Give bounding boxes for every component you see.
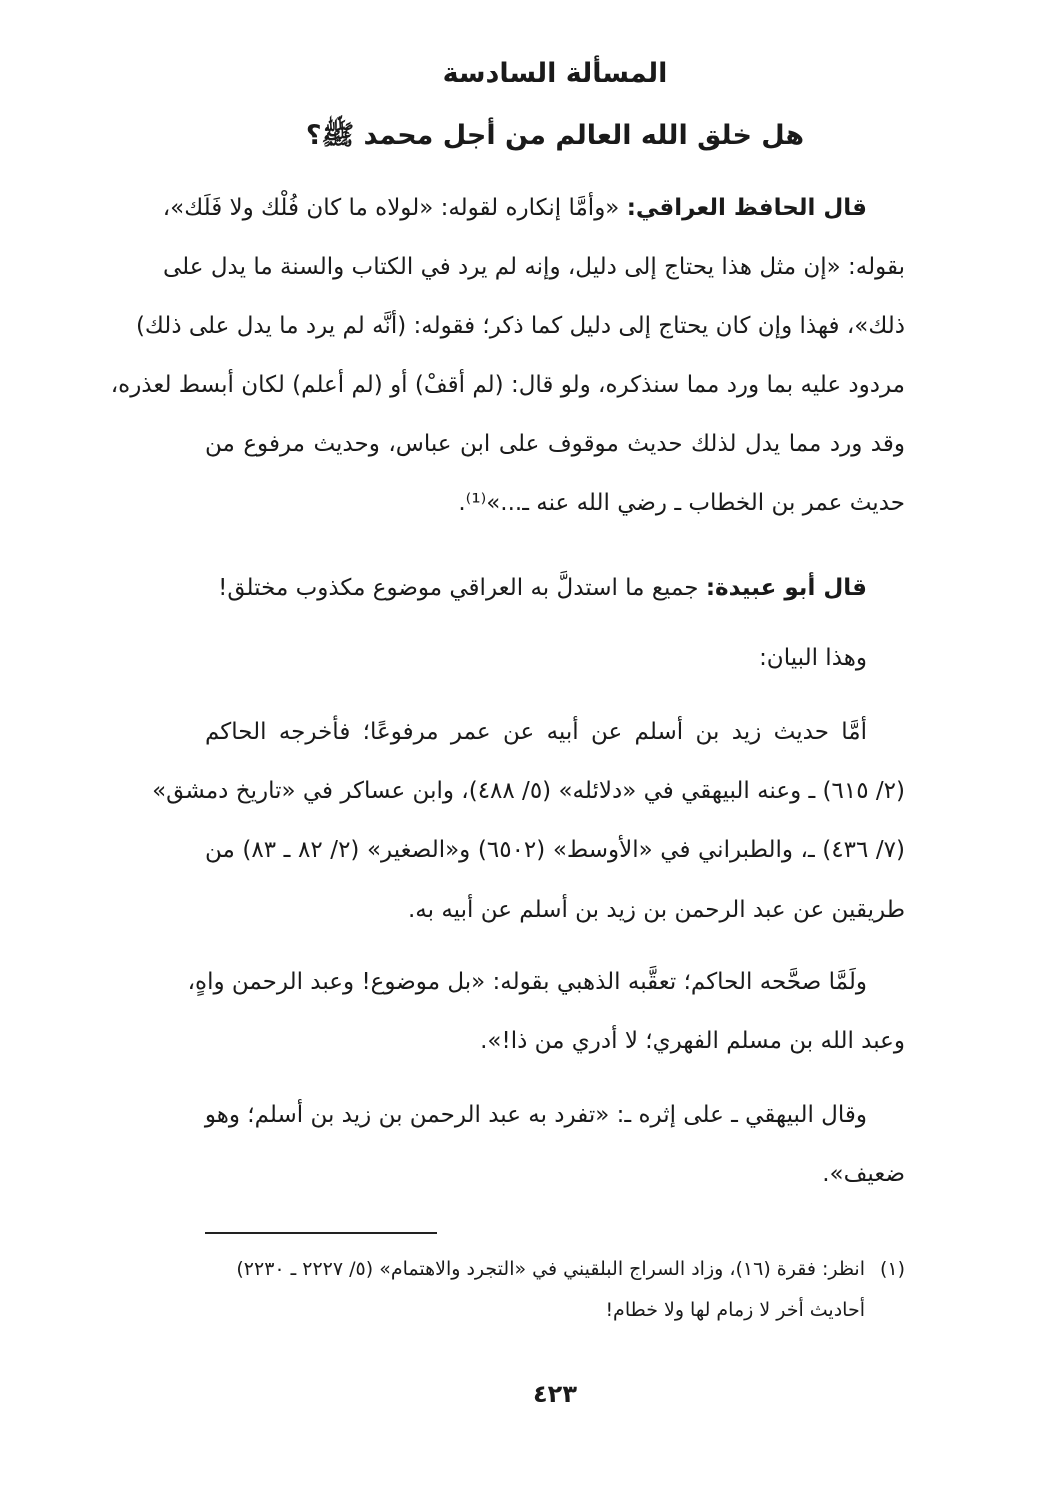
- page-number: ٤٢٣: [533, 1380, 577, 1408]
- text-line: أمَّا حديث زيد بن أسلم عن أبيه عن عمر مرفوعًا؛ فأخرجه الحاكم: [205, 719, 867, 745]
- text-line: ضعيف».: [822, 1161, 905, 1187]
- footnote-line: (١)انظر: فقرة (١٦)، وزاد السراج البلقيني في «التجرد والاهتمام» (٥/ ٢٢٢٧ ـ ٢٢٣٠): [205, 1252, 905, 1286]
- speaker-label: قال الحافظ العراقي:: [626, 195, 867, 221]
- text-line: بقوله: «إن مثل هذا يحتاج إلى دليل، وإنه لم يرد في الكتاب والسنة ما يدل على: [163, 254, 905, 280]
- question-title: هل خلق الله العالم من أجل محمد ﷺ؟: [305, 120, 805, 151]
- book-page: [110, 0, 906, 1497]
- text-line: (٧/ ٤٣٦) ـ، والطبراني في «الأوسط» (٦٥٠٢) و«الصغير» (٢/ ٨٢ ـ ٨٣) من: [205, 837, 906, 863]
- text-line: وقد ورد مما يدل لذلك حديث موقوف على ابن عباس، وحديث مرفوع من: [205, 431, 905, 457]
- text-line: قال الحافظ العراقي: «وأمَّا إنكاره لقوله: «لولاه ما كان فُلْك ولا فَلَك»،: [162, 195, 867, 221]
- text-line: ولَمَّا صحَّحه الحاكم؛ تعقَّبه الذهبي بقوله: «بل موضوع! وعبد الرحمن واهٍ،: [187, 969, 867, 995]
- footnote-number: (١): [879, 1258, 905, 1280]
- speaker-label: قال أبو عبيدة:: [705, 575, 867, 601]
- text-line: وقال البيهقي ـ على إثره ـ: «تفرد به عبد الرحمن بن زيد بن أسلم؛ وهو: [204, 1102, 867, 1128]
- text-line: طريقين عن عبد الرحمن بن زيد بن أسلم عن أبيه به.: [408, 897, 905, 923]
- section-title: المسألة السادسة: [442, 58, 668, 89]
- footnote-line: أحاديث أخر لا زمام لها ولا خطام!: [605, 1299, 865, 1321]
- text-line: قال أبو عبيدة: جميع ما استدلَّ به العراقي موضوع مكذوب مختلق!: [218, 575, 867, 601]
- text-line: وهذا البيان:: [759, 645, 867, 671]
- text-line: وعبد الله بن مسلم الفهري؛ لا أدري من ذا!».: [480, 1028, 905, 1054]
- text-line: حديث عمر بن الخطاب ـ رضي الله عنه ـ...»⁽¹⁾.: [458, 490, 905, 516]
- text-line: ذلك»، فهذا وإن كان يحتاج إلى دليل كما ذكر؛ فقوله: (أنَّه لم يرد ما يدل على ذلك): [135, 313, 905, 339]
- text-line: (٢/ ٦١٥) ـ وعنه البيهقي في «دلائله» (٥/ ٤٨٨)، وابن عساكر في «تاريخ دمشق»: [152, 778, 905, 804]
- text-line: مردود عليه بما ورد مما سنذكره، ولو قال: (لم أقفْ) أو (لم أعلم) لكان أبسط لعذره،: [110, 372, 905, 398]
- footnote-divider: [205, 1232, 437, 1234]
